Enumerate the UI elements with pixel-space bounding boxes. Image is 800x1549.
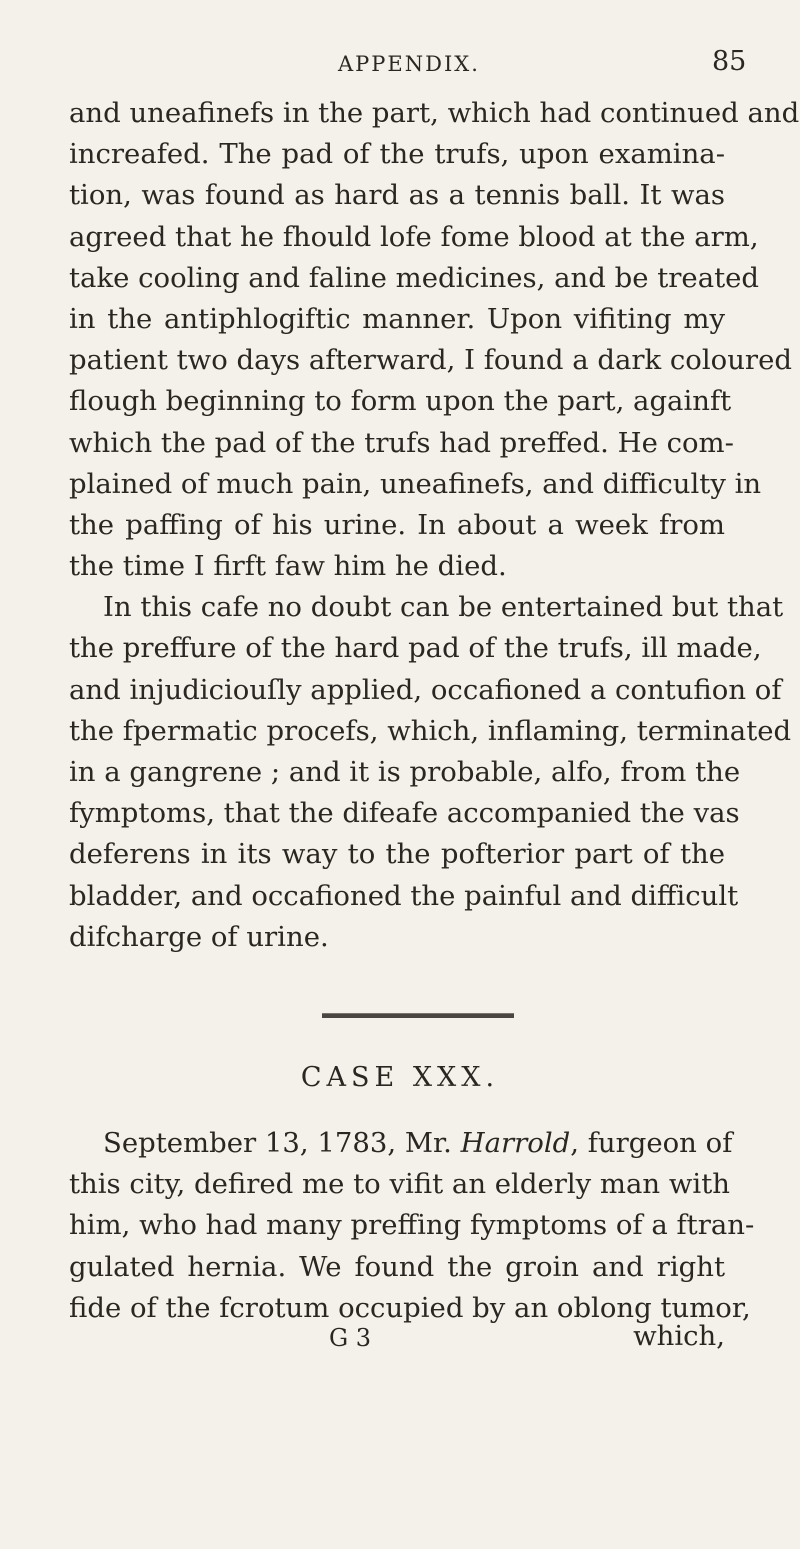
text-line: In this cafe no doubt can be entertained but that	[103, 591, 784, 624]
text-line: deferens in its way to the pofterior part of the	[69, 838, 725, 871]
case-heading: CASE XXX.	[300, 1062, 500, 1093]
text-line: the paffing of his urine. In about a week from	[69, 508, 725, 541]
catchword: which,	[633, 1320, 725, 1352]
page-header	[0, 40, 800, 80]
text-line: and uneafinefs in the part, which had continued and	[69, 97, 800, 129]
case-role-text: , furgeon of	[570, 1127, 733, 1159]
text-line: agreed that he fhould lofe fome blood at the arm,	[69, 220, 759, 253]
text-line: which the pad of the trufs had preffed. He com-	[69, 426, 734, 459]
running-head: APPENDIX.	[338, 52, 480, 76]
text-line: flough beginning to form upon the part, againft	[69, 385, 732, 418]
text-line: and injudiciouſly applied, occafioned a contufion of	[69, 673, 782, 706]
surgeon-name: Harrold	[460, 1127, 571, 1159]
text-line: take cooling and faline medicines, and be treated	[69, 261, 760, 294]
text-line: him, who had many preffing fymptoms of a ftran-	[69, 1209, 755, 1242]
text-line: the time I firft faw him he died.	[69, 550, 507, 583]
text-line	[69, 1123, 733, 1164]
text-line: the fpermatic procefs, which, inflaming, terminated	[69, 714, 792, 747]
text-line: the preffure of the hard pad of the trufs, ill made,	[69, 632, 762, 665]
page-footer	[69, 1320, 725, 1362]
text-line: difcharge of urine.	[69, 920, 329, 953]
text-line: gulated hernia. We found the groin and right	[69, 1250, 725, 1283]
case-text	[69, 1123, 755, 1329]
text-line: this city, defired me to vifit an elderly man with	[69, 1168, 730, 1201]
text-line: patient two days afterward, I found a dark coloured	[69, 344, 792, 377]
case-date-text: September 13, 1783, Mr.	[103, 1127, 461, 1159]
text-line: fide of the fcrotum occupied by an oblong tumor,	[69, 1291, 751, 1324]
text-line: tion, was found as hard as a tennis ball. It was	[69, 179, 725, 212]
section-divider	[322, 1013, 514, 1018]
text-line: in a gangrene ; and it is probable, alfo, from the	[69, 756, 741, 788]
text-line: plained of much pain, uneafinefs, and difficulty in	[69, 467, 762, 500]
body-text	[69, 93, 800, 958]
text-line: fymptoms, that the difeafe accompanied the vas	[69, 797, 740, 830]
text-line: bladder, and occafioned the painful and difficult	[69, 879, 739, 912]
text-line: in the antiphlogiftic manner. Upon vifiting my	[69, 302, 725, 335]
page-number: 85	[712, 46, 747, 77]
text-line: increafed. The pad of the trufs, upon examina-	[69, 138, 725, 171]
signature-mark: G 3	[329, 1324, 372, 1352]
